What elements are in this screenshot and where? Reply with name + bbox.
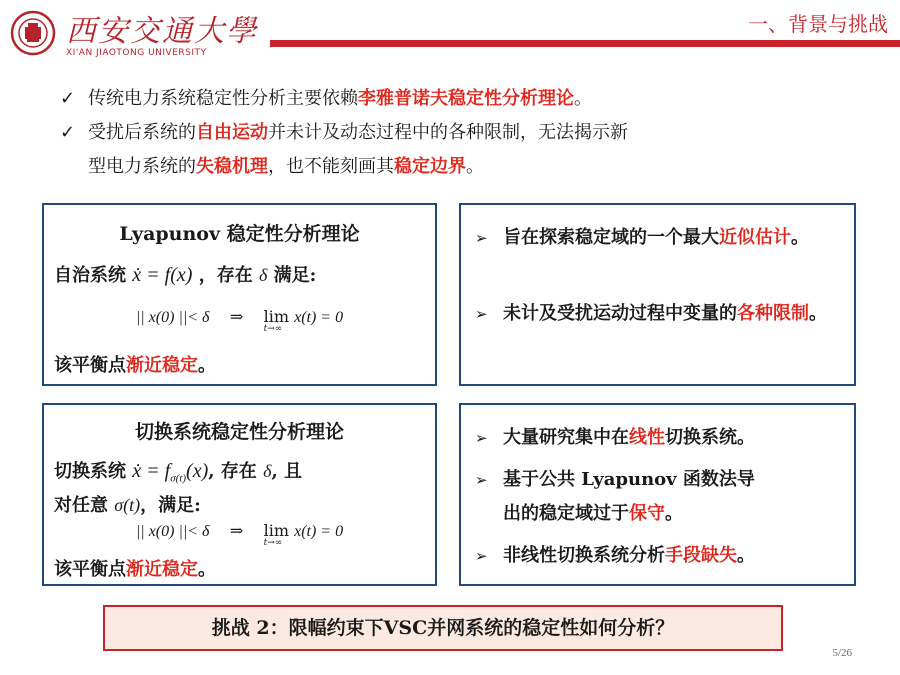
- text: 未计及受扰运动过程中变量的: [503, 303, 737, 324]
- text: 。: [198, 559, 216, 580]
- highlight: 手段缺失: [665, 545, 737, 566]
- equation-tail: (x): [186, 460, 209, 482]
- text: 满足:: [273, 265, 317, 286]
- limitations-box-1: [459, 203, 856, 386]
- text: 该平衡点: [54, 355, 126, 376]
- bullet-text: 。: [574, 88, 592, 109]
- text: 。: [791, 227, 809, 248]
- text: 基于公共 Lyapunov 函数法导: [503, 469, 755, 490]
- bullet-text: 并未计及动态过程中的各种限制，无法揭示新: [268, 122, 628, 143]
- university-name-en: XI'AN JIAOTONG UNIVERSITY: [66, 48, 207, 58]
- text: 切换系统: [54, 461, 126, 482]
- lim-subscript: t→∞: [263, 324, 283, 334]
- text: , 存在: [208, 461, 257, 482]
- highlight: 线性: [629, 427, 665, 448]
- text: ，存在: [198, 265, 253, 286]
- limit: [263, 521, 289, 548]
- conclusion: [54, 351, 216, 377]
- arrow-bullet-icon: ➢: [475, 305, 488, 323]
- bullet-highlight: 自由运动: [196, 122, 268, 143]
- condition-line: [54, 491, 201, 517]
- text: ，满足:: [140, 495, 201, 516]
- bullet-item: [60, 82, 870, 116]
- bullet-highlight: 李雅普诺夫稳定性分析理论: [358, 88, 574, 109]
- bullet-highlight: 稳定边界: [394, 156, 466, 177]
- university-name-cn: 西安交通大學: [66, 14, 258, 49]
- implies-symbol: ⇒: [229, 521, 244, 540]
- delta-symbol: δ: [263, 461, 272, 481]
- header-divider: [270, 40, 900, 47]
- formula-left: || x(0) ||< δ: [135, 523, 210, 540]
- text: 。: [737, 545, 755, 566]
- box-title: Lyapunov 稳定性分析理论: [119, 223, 360, 245]
- text: , 且: [271, 461, 302, 482]
- text: 。: [198, 355, 216, 376]
- arrow-bullet-icon: ➢: [475, 471, 488, 489]
- sigma-symbol: σ(t): [114, 495, 141, 515]
- lim-text: lim: [263, 307, 289, 326]
- delta-symbol: δ: [258, 265, 268, 285]
- text: 切换系统。: [665, 427, 755, 448]
- university-seal-icon: [10, 10, 56, 56]
- list-item: [475, 539, 844, 573]
- system-definition: [54, 457, 302, 485]
- highlight: 保守: [629, 503, 665, 524]
- text: 。: [665, 503, 683, 524]
- conclusion-highlight: 渐近稳定: [126, 355, 198, 376]
- bullet-text: 受扰后系统的: [88, 122, 196, 143]
- text: 。: [809, 303, 827, 324]
- stability-formula: [44, 307, 435, 334]
- section-title: 一、背景与挑战: [748, 12, 888, 36]
- text: 旨在探索稳定域的一个最大: [503, 227, 719, 248]
- bullet-text: 型电力系统的: [88, 156, 196, 177]
- system-definition: [54, 261, 316, 287]
- highlight: 各种限制: [737, 303, 809, 324]
- equation: ẋ = f(x): [132, 264, 193, 286]
- conclusion-highlight: 渐近稳定: [126, 559, 198, 580]
- formula-right: x(t) = 0: [294, 309, 344, 326]
- formula-right: x(t) = 0: [294, 523, 344, 540]
- text: 大量研究集中在: [503, 427, 629, 448]
- limitations-box-2: [459, 403, 856, 586]
- highlight: 近似估计: [719, 227, 791, 248]
- check-icon: ✓: [60, 122, 76, 143]
- list-item: [475, 421, 844, 455]
- limit: [263, 307, 289, 334]
- bullet-text: 。: [466, 156, 484, 177]
- lim-subscript: t→∞: [263, 538, 283, 548]
- equation-subscript: σ(t): [170, 472, 187, 485]
- text: 该平衡点: [54, 559, 126, 580]
- switching-theory-box: [42, 403, 437, 586]
- arrow-bullet-icon: ➢: [475, 547, 488, 565]
- box-title: 切换系统稳定性分析理论: [134, 421, 344, 443]
- list-item: [475, 297, 844, 331]
- lyapunov-theory-box: [42, 203, 437, 386]
- equation: ẋ = f: [132, 460, 171, 482]
- list-item: [475, 221, 844, 255]
- list-item: [475, 463, 844, 531]
- challenge-banner: 挑战 2：限幅约束下VSC并网系统的稳定性如何分析？: [103, 605, 783, 651]
- bullet-item: [60, 116, 870, 184]
- bullet-text: 传统电力系统稳定性分析主要依赖: [88, 88, 358, 109]
- text: 非线性切换系统分析: [503, 545, 665, 566]
- conclusion: [54, 555, 216, 581]
- bullet-highlight: 失稳机理: [196, 156, 268, 177]
- text: 出的稳定域过于: [503, 503, 629, 524]
- text: 自治系统: [54, 265, 126, 286]
- text: 对任意: [54, 495, 108, 516]
- bullet-text: ，也不能刻画其: [268, 156, 394, 177]
- arrow-bullet-icon: ➢: [475, 229, 488, 247]
- stability-formula: [44, 521, 435, 548]
- lim-text: lim: [263, 521, 289, 540]
- arrow-bullet-icon: ➢: [475, 429, 488, 447]
- page-number: 5/26: [832, 647, 852, 659]
- formula-left: || x(0) ||< δ: [135, 309, 210, 326]
- check-icon: ✓: [60, 88, 76, 109]
- implies-symbol: ⇒: [229, 307, 244, 326]
